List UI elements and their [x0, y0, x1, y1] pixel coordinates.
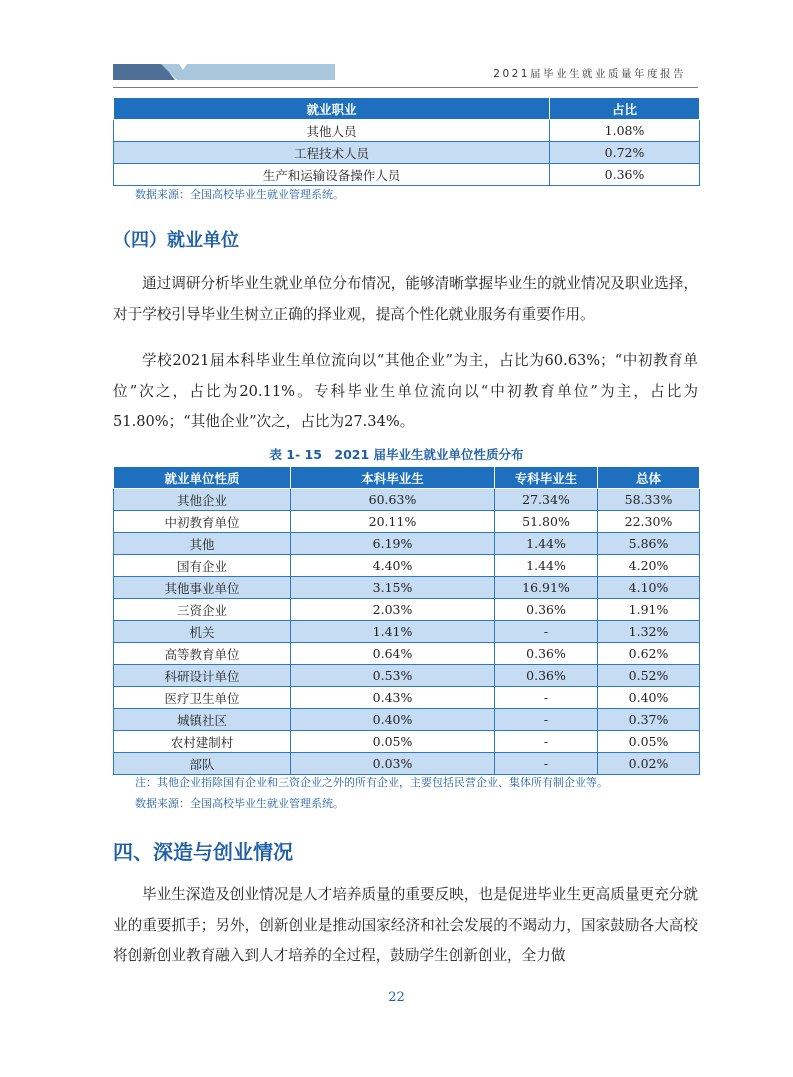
value-cell: 16.91%	[495, 577, 598, 599]
table-row	[114, 533, 700, 555]
value-cell: 0.72%	[550, 142, 700, 164]
table-caption: 表 1- 15 2021 届毕业生就业单位性质分布	[269, 447, 524, 462]
value-cell: 60.63%	[291, 489, 495, 511]
table-row	[114, 687, 700, 709]
value-cell: 0.52%	[598, 665, 700, 687]
occupation-table	[113, 97, 700, 186]
value-cell: 0.36%	[495, 599, 598, 621]
value-cell: 0.43%	[291, 687, 495, 709]
value-cell: 0.05%	[598, 731, 700, 753]
value-cell: -	[495, 731, 598, 753]
column-header: 就业职业	[114, 98, 550, 120]
table-row	[114, 489, 700, 511]
header-rule	[113, 87, 698, 88]
value-cell: 0.02%	[598, 753, 700, 775]
table-row	[114, 731, 700, 753]
value-cell: 0.36%	[495, 643, 598, 665]
table-row	[114, 555, 700, 577]
value-cell: 1.44%	[495, 555, 598, 577]
row-label-cell: 三资企业	[114, 599, 291, 621]
value-cell: 2.03%	[291, 599, 495, 621]
data-source-note: 数据来源：全国高校毕业生就业管理系统。	[135, 188, 344, 201]
value-cell: 20.11%	[291, 511, 495, 533]
value-cell: 0.05%	[291, 731, 495, 753]
row-label-cell: 中初教育单位	[114, 511, 291, 533]
row-label-cell: 城镇社区	[114, 709, 291, 731]
value-cell: 0.36%	[550, 164, 700, 186]
value-cell: 27.34%	[495, 489, 598, 511]
row-label-cell: 农村建制村	[114, 731, 291, 753]
table-row	[114, 511, 700, 533]
row-label-cell: 其他企业	[114, 489, 291, 511]
row-label-cell: 其他事业单位	[114, 577, 291, 599]
value-cell: 0.40%	[598, 687, 700, 709]
row-label-cell: 生产和运输设备操作人员	[114, 164, 550, 186]
row-label-cell: 其他	[114, 533, 291, 555]
row-label-cell: 机关	[114, 621, 291, 643]
table-row	[114, 665, 700, 687]
value-cell: 0.40%	[291, 709, 495, 731]
column-header: 就业单位性质	[114, 467, 291, 489]
paragraph: 学校2021届本科毕业生单位流向以“其他企业”为主，占比为60.63%；“中初教育单位”次之，占比为20.11%。专科毕业生单位流向以“中初教育单位”为主，占比为51.80%；“其他企业”次之，占比为27.34%。	[113, 352, 698, 430]
table-row	[114, 120, 700, 142]
row-label-cell: 科研设计单位	[114, 665, 291, 687]
value-cell: 22.30%	[598, 511, 700, 533]
value-cell: 51.80%	[495, 511, 598, 533]
row-label-cell: 工程技术人员	[114, 142, 550, 164]
unit-type-table	[113, 466, 700, 775]
value-cell: 1.41%	[291, 621, 495, 643]
paragraph: 毕业生深造及创业情况是人才培养质量的重要反映，也是促进毕业生更高质量更充分就业的重要抓手；另外，创新创业是推动国家经济和社会发展的不竭动力，国家鼓励各大高校将创新创业教育融入到人才培养的全过程，鼓励学生创新创业，全力做	[113, 886, 698, 964]
value-cell: 0.37%	[598, 709, 700, 731]
value-cell: 4.10%	[598, 577, 700, 599]
value-cell: 1.44%	[495, 533, 598, 555]
value-cell: 3.15%	[291, 577, 495, 599]
value-cell: -	[495, 709, 598, 731]
value-cell: 0.62%	[598, 643, 700, 665]
value-cell: 6.19%	[291, 533, 495, 555]
row-label-cell: 高等教育单位	[114, 643, 291, 665]
report-title: 2021届毕业生就业质量年度报告	[493, 68, 686, 80]
column-header: 专科毕业生	[495, 467, 598, 489]
value-cell: 58.33%	[598, 489, 700, 511]
value-cell: 0.64%	[291, 643, 495, 665]
value-cell: 0.03%	[291, 753, 495, 775]
table-row	[114, 643, 700, 665]
value-cell: 5.86%	[598, 533, 700, 555]
page-number: 22	[388, 990, 405, 1005]
row-label-cell: 国有企业	[114, 555, 291, 577]
value-cell: 1.32%	[598, 621, 700, 643]
value-cell: 0.36%	[495, 665, 598, 687]
chapter-heading: 四、深造与创业情况	[113, 840, 293, 864]
table-row	[114, 142, 700, 164]
row-label-cell: 医疗卫生单位	[114, 687, 291, 709]
row-label-cell: 其他人员	[114, 120, 550, 142]
table-note: 注：其他企业指除国有企业和三资企业之外的所有企业，主要包括民营企业、集体所有制企业等。	[135, 776, 608, 789]
column-header: 占比	[550, 98, 700, 120]
value-cell: 4.20%	[598, 555, 700, 577]
row-label-cell: 部队	[114, 753, 291, 775]
column-header: 本科毕业生	[291, 467, 495, 489]
column-header: 总体	[598, 467, 700, 489]
value-cell: 1.08%	[550, 120, 700, 142]
table-row	[114, 621, 700, 643]
value-cell: -	[495, 753, 598, 775]
data-source-note: 数据来源：全国高校毕业生就业管理系统。	[135, 797, 344, 810]
value-cell: -	[495, 621, 598, 643]
table-row	[114, 709, 700, 731]
section-heading: （四）就业单位	[113, 230, 239, 251]
value-cell: 1.91%	[598, 599, 700, 621]
value-cell: -	[495, 687, 598, 709]
table-row	[114, 577, 700, 599]
header-decoration	[113, 64, 335, 80]
value-cell: 0.53%	[291, 665, 495, 687]
table-row	[114, 753, 700, 775]
paragraph: 通过调研分析毕业生就业单位分布情况，能够清晰掌握毕业生的就业情况及职业选择，对于学校引导毕业生树立正确的择业观，提高个性化就业服务有重要作用。	[113, 275, 698, 323]
value-cell: 4.40%	[291, 555, 495, 577]
table-row	[114, 599, 700, 621]
table-row	[114, 164, 700, 186]
